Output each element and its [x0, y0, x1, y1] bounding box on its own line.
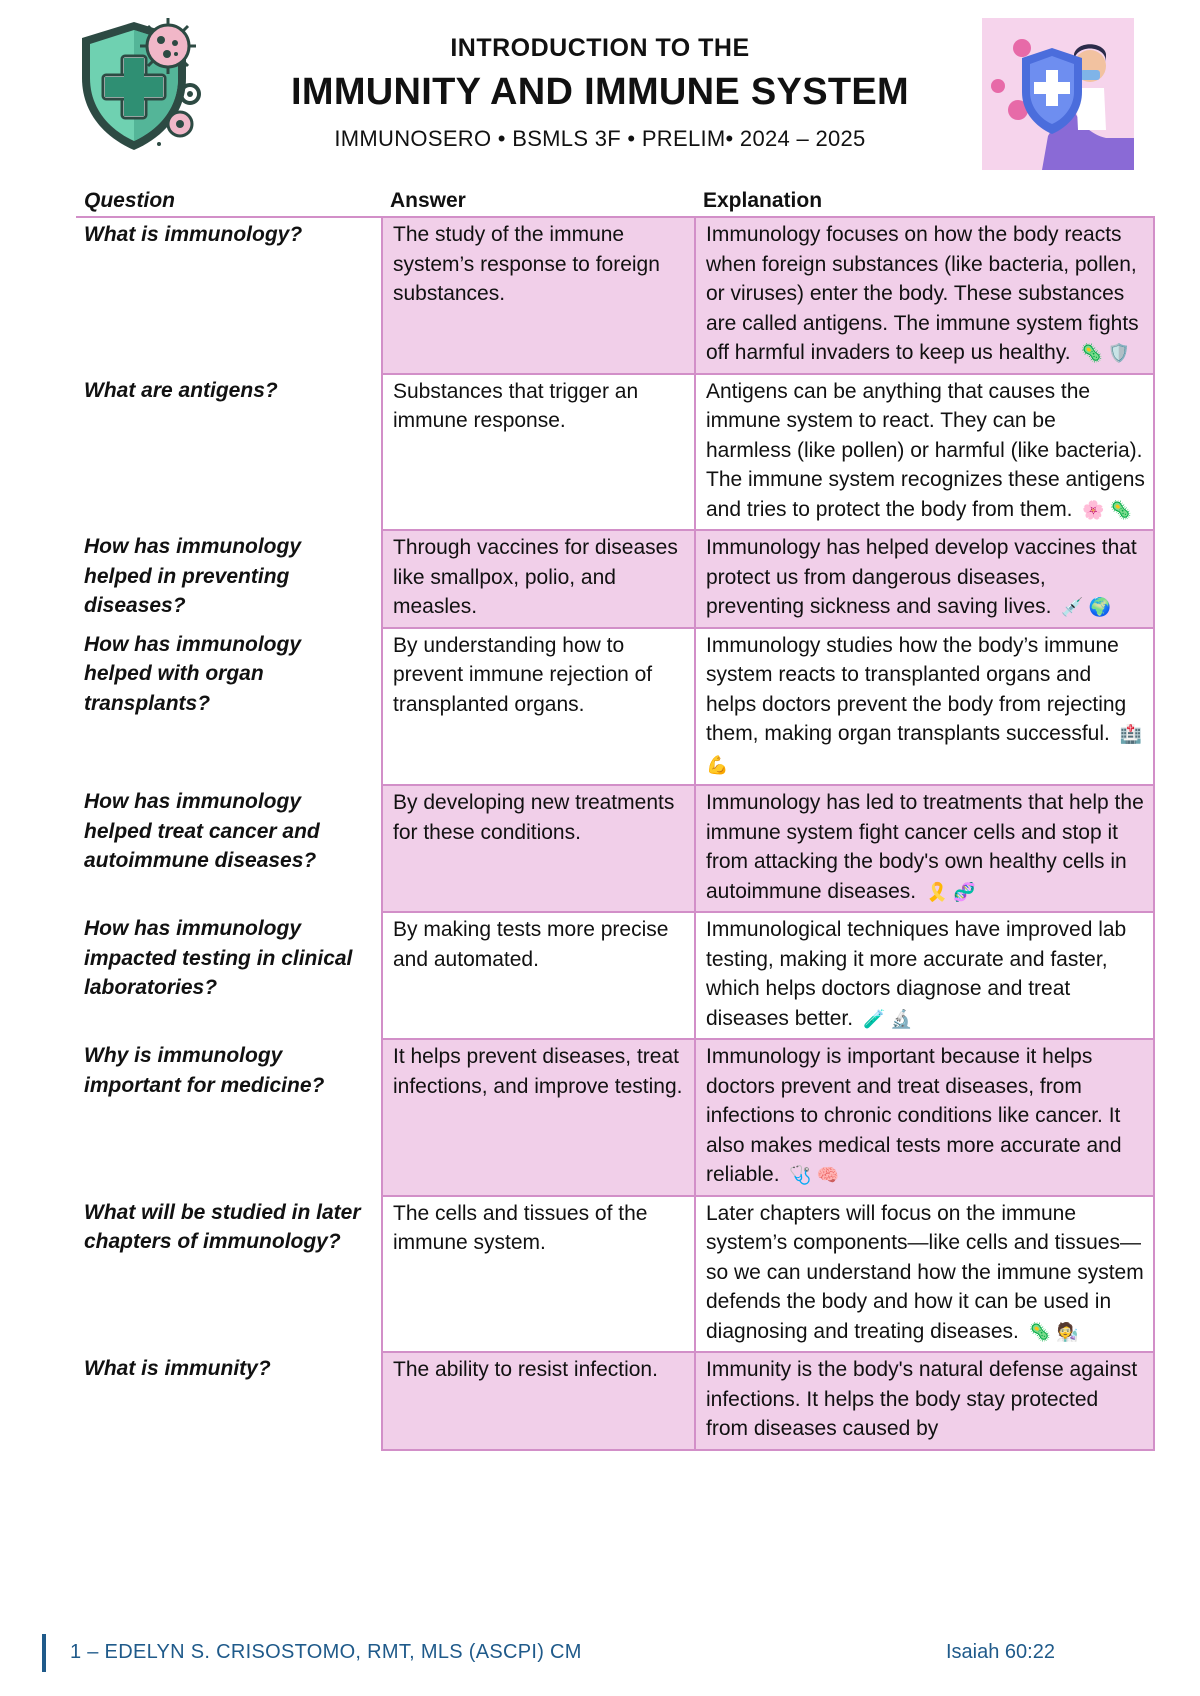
column-header-question: Question	[84, 189, 176, 212]
explanation-cell	[695, 374, 1154, 531]
table-row	[76, 1196, 1154, 1353]
emoji-icons: 🧪 🔬	[862, 1008, 913, 1029]
question-cell: How has immunology helped in preventing diseases?	[84, 535, 302, 617]
emoji-icons: 🏥 💪	[706, 724, 1143, 775]
explanation-cell	[695, 785, 1154, 912]
explanation-cell	[695, 1352, 1154, 1450]
answer-cell: By understanding how to prevent immune rejection of transplanted organs.	[382, 628, 695, 786]
explanation-text: Immunology is important because it helps doctors prevent and treat diseases, from infections to chronic conditions like cancer. It also makes medical tests more accurate and reliable.	[706, 1045, 1122, 1186]
explanation-text: Antigens can be anything that causes the immune system to react. They can be harmless (like pollen) or harmful (like bacteria). The immune system recognizes these antigens and tries to protect the body from them.	[706, 379, 1145, 521]
explanation-text: Immunology focuses on how the body reacts when foreign substances (like bacteria, pollen, or viruses) enter the body. These substances are called antigens. The immune system fights off harmful invaders to keep us healthy.	[706, 223, 1139, 364]
footer-author: 1 – EDELYN S. CRISOSTOMO, RMT, MLS (ASCPI) CM	[70, 1641, 582, 1663]
explanation-cell	[695, 530, 1154, 628]
answer-cell: The study of the immune system’s response to foreign substances.	[382, 217, 695, 374]
question-cell: What is immunity?	[84, 1357, 271, 1380]
doctor-shield-virus-icon	[982, 18, 1134, 170]
emoji-icons: 🦠 🧑‍🔬	[1028, 1321, 1079, 1342]
emoji-icons: 🦠 🛡️	[1080, 343, 1131, 363]
emoji-icons: 🩺 🧠	[789, 1165, 840, 1185]
answer-cell: Substances that trigger an immune response.	[382, 374, 695, 531]
explanation-text: Immunity is the body's natural defense against infections. It helps the body stay protected from diseases caused by	[706, 1358, 1138, 1440]
explanation-cell	[695, 217, 1154, 374]
question-cell: What is immunology?	[84, 223, 303, 246]
question-cell: What are antigens?	[84, 378, 278, 402]
footer-accent-bar	[42, 1634, 46, 1672]
explanation-text: Later chapters will focus on the immune system’s components—like cells and tissues—so we can understand how the immune system defends the body and how it can be used in diagnosing and treating diseases.	[706, 1201, 1144, 1343]
answer-cell: By making tests more precise and automated.	[382, 912, 695, 1039]
explanation-text: Immunology has helped develop vaccines that protect us from dangerous diseases, preventing sickness and saving lives.	[706, 536, 1137, 618]
explanation-text: Immunology studies how the body’s immune system reacts to transplanted organs and helps doctors prevent the body from rejecting them, making organ transplants successful.	[706, 633, 1127, 745]
table-header-row	[76, 184, 1154, 217]
column-header-answer: Answer	[390, 189, 466, 212]
table-row	[76, 912, 1154, 1039]
table-row	[76, 628, 1154, 786]
question-cell: How has immunology impacted testing in clinical laboratories?	[84, 917, 353, 999]
answer-cell: Through vaccines for diseases like smallpox, polio, and measles.	[382, 530, 695, 628]
emoji-icons: 💉 🌍	[1061, 597, 1112, 617]
course-subtitle: IMMUNOSERO • BSMLS 3F • PRELIM• 2024 – 2025	[334, 126, 866, 151]
table-row	[76, 1039, 1154, 1196]
question-cell: What will be studied in later chapters of immunology?	[84, 1200, 361, 1253]
table-row	[76, 1352, 1154, 1450]
question-cell: How has immunology helped treat cancer and autoimmune diseases?	[84, 790, 320, 872]
answer-cell: The cells and tissues of the immune system.	[382, 1196, 695, 1353]
title-block	[220, 34, 980, 152]
explanation-cell	[695, 1039, 1154, 1196]
explanation-cell	[695, 912, 1154, 1039]
title-intro: INTRODUCTION TO THE	[450, 34, 750, 62]
question-cell: Why is immunology important for medicine?	[84, 1044, 325, 1097]
shield-virus-icon	[72, 16, 212, 156]
table-row	[76, 785, 1154, 912]
table-row	[76, 530, 1154, 628]
question-cell: How has immunology helped with organ transplants?	[84, 632, 302, 715]
answer-cell: It helps prevent diseases, treat infections, and improve testing.	[382, 1039, 695, 1196]
table-row	[76, 217, 1154, 374]
table-row	[76, 374, 1154, 531]
explanation-text: Immunological techniques have improved lab testing, making it more accurate and faster, which helps doctors diagnose and treat diseases better.	[706, 918, 1127, 1030]
qa-table	[76, 184, 1155, 1451]
explanation-cell	[695, 1196, 1154, 1353]
column-header-explanation: Explanation	[703, 189, 823, 212]
emoji-icons: 🌸 🦠	[1082, 499, 1133, 520]
answer-cell: By developing new treatments for these conditions.	[382, 785, 695, 912]
emoji-icons: 🎗️ 🧬	[925, 881, 976, 902]
footer-verse: Isaiah 60:22	[946, 1641, 1055, 1663]
answer-cell: The ability to resist infection.	[382, 1352, 695, 1450]
explanation-text: Immunology has led to treatments that help the immune system fight cancer cells and stop it from attacking the body's own healthy cells in autoimmune diseases.	[706, 791, 1144, 903]
page-title: IMMUNITY AND IMMUNE SYSTEM	[291, 71, 909, 113]
explanation-cell	[695, 628, 1154, 786]
